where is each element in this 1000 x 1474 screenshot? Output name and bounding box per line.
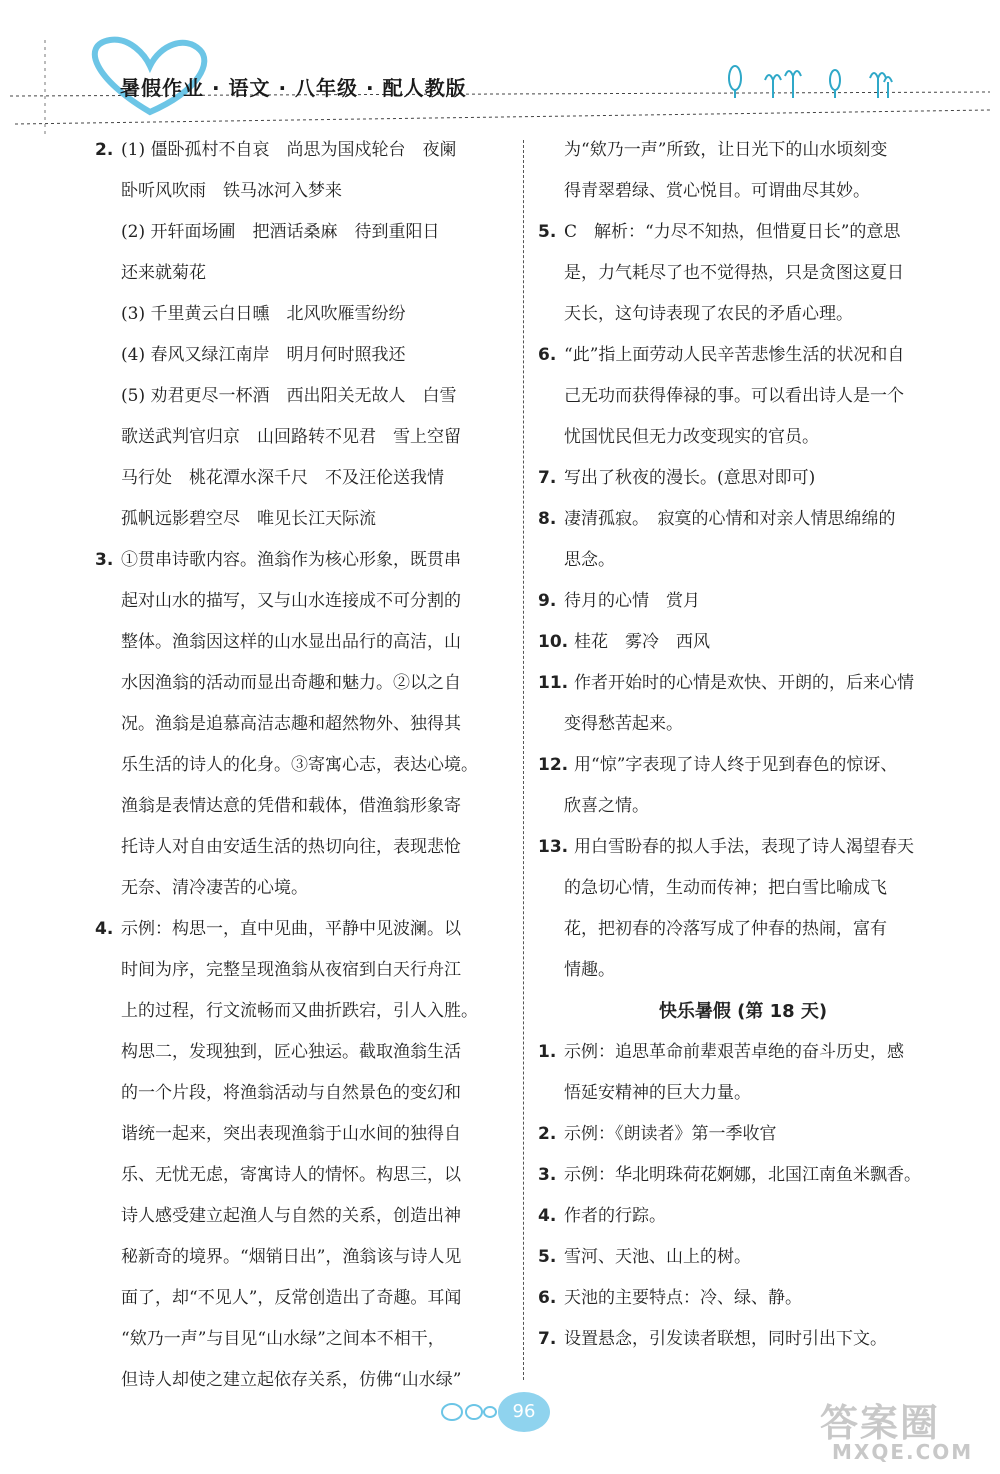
answer-text: 欣喜之情。 [564,796,649,816]
answer-text: 无奈、清冷凄苦的心境。 [121,878,308,898]
answer-text: C 解析：“力尽不知热，但惜夏日长”的意思 [564,222,901,242]
answer-text: 忧国忧民但无力改变现实的官员。 [564,427,819,447]
header-decoration [0,0,1000,135]
left-column [95,130,510,1401]
answer-text: 为“欸乃一声”所致，让日光下的山水顷刻变 [564,140,888,160]
answer-line [538,1114,948,1155]
watermark-logo [812,1392,987,1467]
answer-line [95,171,510,212]
question-number: 5. [538,222,557,242]
answer-line [95,499,510,540]
answer-text: 乐生活的诗人的化身。③寄寓心志，表达心境。 [121,755,478,775]
question-number: 4. [538,1206,557,1226]
answer-line [95,212,510,253]
answer-line [538,1032,948,1073]
answer-text: 乐、无忧无虑，寄寓诗人的情怀。构思三，以 [121,1165,461,1185]
question-number: 6. [538,345,557,365]
answer-text: “欸乃一声”与目见“山水绿”之间本不相干， [121,1329,445,1349]
answer-text: 是，力气耗尽了也不觉得热，只是贪图这夏日 [564,263,904,283]
answer-line [95,130,510,171]
answer-text: 思念。 [564,550,615,570]
answer-text: 得青翠碧绿、赏心悦目。可谓曲尽其妙。 [564,181,870,201]
answer-text: 但诗人却使之建立起依存关系，仿佛“山水绿” [121,1370,462,1390]
answer-line [95,417,510,458]
answer-line [538,417,948,458]
answer-line [95,294,510,335]
answer-text: (1) 僵卧孤村不自哀 尚思为国戍轮台 夜阑 [121,140,457,160]
answer-text: 凄清孤寂。 寂寞的心情和对亲人情思绵绵的 [564,509,896,529]
question-number: 2. [538,1124,557,1144]
answer-text: 时间为序，完整呈现渔翁从夜宿到白天行舟江 [121,960,461,980]
answer-line [95,950,510,991]
question-number: 10. [538,632,569,652]
answer-text: 秘新奇的境界。“烟销日出”，渔翁该与诗人见 [121,1247,462,1267]
answer-text: 的急切心情，生动而传神；把白雪比喻成飞 [564,878,887,898]
book-title: 暑假作业 · 语文 · 八年级 · 配人教版 [120,76,467,100]
question-number: 3. [538,1165,557,1185]
answer-line [95,540,510,581]
answer-text: 己无功而获得俸禄的事。可以看出诗人是一个 [564,386,904,406]
answer-text: 用“惊”字表现了诗人终于见到春色的惊讶、 [574,755,898,775]
answer-text: ①贯串诗歌内容。渔翁作为核心形象，既贯串 [121,550,461,570]
answer-line [538,335,948,376]
answer-line [95,376,510,417]
answer-line [95,458,510,499]
answer-text: 桂花 雾冷 西风 [574,632,710,652]
watermark-url: MXQE.COM [832,1440,974,1464]
answer-line [95,827,510,868]
answer-text: 的一个片段，将渔翁活动与自然景色的变幻和 [121,1083,461,1103]
right-column [538,130,948,1360]
answer-text: (3) 千里黄云白日曛 北风吹雁雪纷纷 [121,304,406,324]
bubble-decoration-icon [442,1404,496,1420]
question-number: 8. [538,509,557,529]
answer-text: 上的过程，行文流畅而又曲折跌宕，引人入胜。 [121,1001,478,1021]
answer-text: 作者的行踪。 [564,1206,666,1226]
answer-line [95,1155,510,1196]
answer-text: 孤帆远影碧空尽 唯见长江天际流 [121,509,376,529]
question-number: 13. [538,837,569,857]
page-header [0,0,1000,135]
answer-line [95,663,510,704]
answer-text: 构思二，发现独到，匠心独运。截取渔翁生活 [121,1042,461,1062]
answer-line [538,663,948,704]
answer-line [538,1155,948,1196]
question-number: 1. [538,1042,557,1062]
question-number: 7. [538,468,557,488]
answer-text: 情趣。 [564,960,615,980]
column-divider [523,140,524,1380]
answer-line [538,909,948,950]
answer-text: 况。渔翁是追慕高洁志趣和超然物外、独得其 [121,714,461,734]
watermark-text: 答案圈 [820,1401,941,1445]
question-number: 5. [538,1247,557,1267]
answer-line [538,1319,948,1360]
answer-text: 设置悬念，引发读者联想，同时引出下文。 [564,1329,887,1349]
answer-line [538,376,948,417]
answer-text: 写出了秋夜的漫长。(意思对即可) [564,468,816,488]
answer-line [538,868,948,909]
answer-line [538,499,948,540]
question-number: 4. [95,919,114,939]
answer-text: (2) 开轩面场圃 把酒话桑麻 待到重阳日 [121,222,440,242]
answer-line [95,335,510,376]
answer-line [538,540,948,581]
answer-text: 托诗人对自由安适生活的热切向往，表现悲怆 [121,837,461,857]
answer-text: (4) 春风又绿江南岸 明月何时照我还 [121,345,406,365]
question-number: 12. [538,755,569,775]
answer-line [538,130,948,171]
answer-line [538,745,948,786]
question-number: 3. [95,550,114,570]
answer-text: 用白雪盼春的拟人手法，表现了诗人渴望春天 [574,837,914,857]
question-number: 7. [538,1329,557,1349]
answer-line [95,1073,510,1114]
question-number: 2. [95,140,114,160]
answer-line [538,1196,948,1237]
answer-text: 雪河、天池、山上的树。 [564,1247,751,1267]
answer-text: (5) 劝君更尽一杯酒 西出阳关无故人 白雪 [121,386,457,406]
answer-line [538,950,948,991]
answer-text: 水因渔翁的活动而显出奇趣和魅力。②以之自 [121,673,461,693]
answer-line [95,991,510,1032]
answer-text: 马行处 桃花潭水深千尺 不及汪伦送我情 [121,468,444,488]
answer-text: 还来就菊花 [121,263,206,283]
answer-line [95,1114,510,1155]
answer-line [95,745,510,786]
answer-line [95,1196,510,1237]
answer-line [538,1073,948,1114]
answer-line [538,253,948,294]
answer-line [95,581,510,622]
answer-line [538,458,948,499]
page-number: 96 [498,1392,550,1432]
answer-text: 起对山水的描写，又与山水连接成不可分割的 [121,591,461,611]
answer-line [538,212,948,253]
answer-line [95,1319,510,1360]
answer-line [538,1278,948,1319]
answer-line [95,253,510,294]
answer-line [538,622,948,663]
answer-text: 谐统一起来，突出表现渔翁于山水间的独得自 [121,1124,461,1144]
answer-line [95,786,510,827]
answer-text: 花，把初春的冷落写成了仲春的热闹，富有 [564,919,887,939]
answer-text: 天池的主要特点：冷、绿、静。 [564,1288,802,1308]
answer-line [538,171,948,212]
answer-line [95,704,510,745]
answer-text: 悟延安精神的巨大力量。 [564,1083,751,1103]
answer-line [95,622,510,663]
section-title: 快乐暑假 (第 18 天) [658,1001,828,1022]
question-number: 6. [538,1288,557,1308]
question-number: 11. [538,673,569,693]
question-number: 9. [538,591,557,611]
answer-line [95,1032,510,1073]
answer-line [538,294,948,335]
answer-text: 整体。渔翁因这样的山水显出品行的高洁，山 [121,632,461,652]
answer-text: 变得愁苦起来。 [564,714,683,734]
answer-line [538,1237,948,1278]
answer-text: 示例：追思革命前辈艰苦卓绝的奋斗历史，感 [564,1042,904,1062]
answer-text: 渔翁是表情达意的凭借和载体，借渔翁形象寄 [121,796,461,816]
answer-text: 诗人感受建立起渔人与自然的关系，创造出神 [121,1206,461,1226]
answer-text: 待月的心情 赏月 [564,591,700,611]
answer-text: “此”指上面劳动人民辛苦悲惨生活的状况和自 [564,345,905,365]
answer-line [95,868,510,909]
answer-text: 示例：华北明珠荷花婀娜，北国江南鱼米飘香。 [564,1165,921,1185]
answer-text: 天长，这句诗表现了农民的矛盾心理。 [564,304,853,324]
answer-line [95,1278,510,1319]
answer-text: 示例：《朗读者》第一季收官 [564,1124,777,1144]
answer-line [95,909,510,950]
answer-text: 卧听风吹雨 铁马冰河入梦来 [121,181,342,201]
answer-text: 作者开始时的心情是欢快、开朗的，后来心情 [574,673,914,693]
answer-line [95,1237,510,1278]
answer-line [538,786,948,827]
answer-line [538,827,948,868]
answer-text: 歌送武判官归京 山回路转不见君 雪上空留 [121,427,461,447]
answer-text: 示例：构思一，直中见曲，平静中见波澜。以 [121,919,461,939]
answer-line [538,581,948,622]
answer-line [538,704,948,745]
answer-text: 面了，却“不见人”，反常创造出了奇趣。耳闻 [121,1288,462,1308]
